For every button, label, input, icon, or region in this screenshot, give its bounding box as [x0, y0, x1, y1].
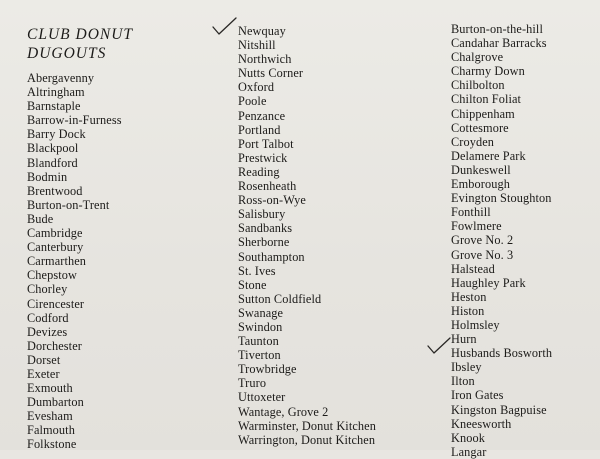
- location-list-item: Uttoxeter: [238, 390, 286, 405]
- location-list-item: Canterbury: [27, 240, 84, 255]
- location-list-item: Salisbury: [238, 207, 286, 222]
- location-list-1: [27, 71, 122, 452]
- location-list-item: Fonthill: [451, 205, 491, 220]
- handwritten-check-mark-icon: [426, 335, 454, 357]
- location-list-item: Carmarthen: [27, 254, 87, 269]
- location-list-3: [451, 22, 552, 459]
- location-list-item: Port Talbot: [238, 136, 294, 151]
- location-list-item: Dorchester: [27, 338, 82, 353]
- location-list-item: Fowlmere: [451, 219, 502, 234]
- location-list-item: Grove No. 3: [451, 247, 514, 262]
- location-list-item: Blandford: [27, 155, 78, 170]
- location-list-item: Penzance: [238, 108, 286, 123]
- location-list-item: Portland: [238, 122, 281, 137]
- location-list-item: Warrington, Donut Kitchen: [238, 432, 376, 447]
- location-list-item: Iron Gates: [451, 388, 504, 403]
- location-list-item: Ibsley: [451, 360, 482, 375]
- location-list-item: Tiverton: [238, 348, 281, 363]
- location-list-item: Folkstone: [27, 437, 77, 452]
- location-list-item: Charmy Down: [451, 64, 525, 79]
- location-list-item: Exmouth: [27, 381, 73, 396]
- handwritten-check-mark-icon: [210, 16, 238, 38]
- list-title-line-2: DUGOUTS: [27, 45, 107, 62]
- column-2: [238, 24, 376, 447]
- location-list-item: Falmouth: [27, 423, 75, 438]
- location-list-item: Dorset: [27, 352, 61, 367]
- location-list-item: Candahar Barracks: [451, 36, 547, 51]
- location-list-item: Southampton: [238, 249, 305, 264]
- location-list-item: Hurn: [451, 332, 477, 347]
- location-list-item: Evington Stoughton: [451, 191, 552, 206]
- location-list-item: Warminster, Donut Kitchen: [238, 418, 376, 433]
- location-list-item: Trowbridge: [238, 362, 297, 377]
- location-list-item: Croyden: [451, 134, 495, 149]
- location-list-item: Barry Dock: [27, 127, 86, 142]
- location-list-item: Chilbolton: [451, 78, 505, 93]
- location-list-item: Abergavenny: [27, 71, 95, 85]
- location-list-item: Codford: [27, 310, 69, 325]
- location-list-item: Oxford: [238, 80, 275, 95]
- location-list-item: Husbands Bosworth: [451, 346, 553, 361]
- location-list-item: Poole: [238, 94, 267, 109]
- location-list-2: [238, 24, 376, 447]
- location-list-item: Stone: [238, 277, 267, 292]
- location-list-item: Bodmin: [27, 169, 68, 184]
- location-list-item: Histon: [451, 303, 485, 318]
- location-list-item: Delamere Park: [451, 148, 526, 163]
- location-list-item: Holmsley: [451, 317, 500, 332]
- location-list-item: Cottesmore: [451, 120, 509, 135]
- location-list-item: Grove No. 2: [451, 233, 514, 248]
- location-list-item: Prestwick: [238, 150, 288, 165]
- location-list-item: Devizes: [27, 324, 68, 339]
- location-list-item: Langar: [451, 444, 487, 459]
- list-title-line-1: CLUB DONUT: [27, 26, 134, 43]
- location-list-item: Brentwood: [27, 183, 83, 198]
- column-1: [27, 71, 122, 452]
- location-list-item: Sherborne: [238, 235, 290, 250]
- column-3: [451, 22, 552, 459]
- location-list-item: Knook: [451, 430, 485, 445]
- location-list-item: St. Ives: [238, 263, 276, 278]
- location-list-item: Kneesworth: [451, 416, 512, 431]
- location-list-item: Barrow-in-Furness: [27, 113, 122, 128]
- location-list-item: Reading: [238, 164, 280, 179]
- location-list-item: Halstead: [451, 261, 495, 276]
- location-list-item: Swindon: [238, 319, 283, 334]
- location-list-item: Altringham: [27, 85, 85, 100]
- location-list-item: Chilton Foliat: [451, 92, 522, 107]
- location-list-item: Nutts Corner: [238, 66, 304, 81]
- location-list-item: Taunton: [238, 334, 279, 349]
- location-list-item: Burton-on-the-hill: [451, 22, 543, 36]
- location-list-item: Ross-on-Wye: [238, 193, 306, 208]
- location-list-item: Blackpool: [27, 141, 79, 156]
- location-list-item: Sandbanks: [238, 221, 293, 236]
- location-list-item: Bude: [27, 211, 54, 226]
- location-list-item: Chalgrove: [451, 50, 504, 65]
- location-list-item: Wantage, Grove 2: [238, 404, 329, 419]
- location-list-item: Cambridge: [27, 226, 83, 241]
- location-list-item: Truro: [238, 376, 267, 391]
- location-list-item: Sutton Coldfield: [238, 291, 322, 306]
- location-list-item: Evesham: [27, 409, 73, 424]
- location-list-item: Exeter: [27, 366, 60, 381]
- location-list-item: Dumbarton: [27, 395, 84, 410]
- location-list-item: Chorley: [27, 282, 68, 297]
- location-list-item: Rosenheath: [238, 179, 297, 194]
- location-list-item: Ilton: [451, 374, 475, 389]
- location-list-item: Chippenham: [451, 106, 515, 121]
- location-list-item: Dunkeswell: [451, 162, 511, 177]
- location-list-item: Newquay: [238, 24, 286, 38]
- location-list-item: Emborough: [451, 177, 510, 192]
- location-list-item: Burton-on-Trent: [27, 197, 110, 212]
- location-list-item: Cirencester: [27, 296, 85, 311]
- location-list-item: Swanage: [238, 305, 284, 320]
- location-list-item: Northwich: [238, 52, 292, 67]
- location-list-item: Barnstaple: [27, 99, 81, 114]
- location-list-item: Chepstow: [27, 268, 77, 283]
- location-list-item: Nitshill: [238, 38, 276, 53]
- location-list-item: Haughley Park: [451, 275, 526, 290]
- location-list-item: Kingston Bagpuise: [451, 402, 547, 417]
- location-list-item: Heston: [451, 289, 487, 304]
